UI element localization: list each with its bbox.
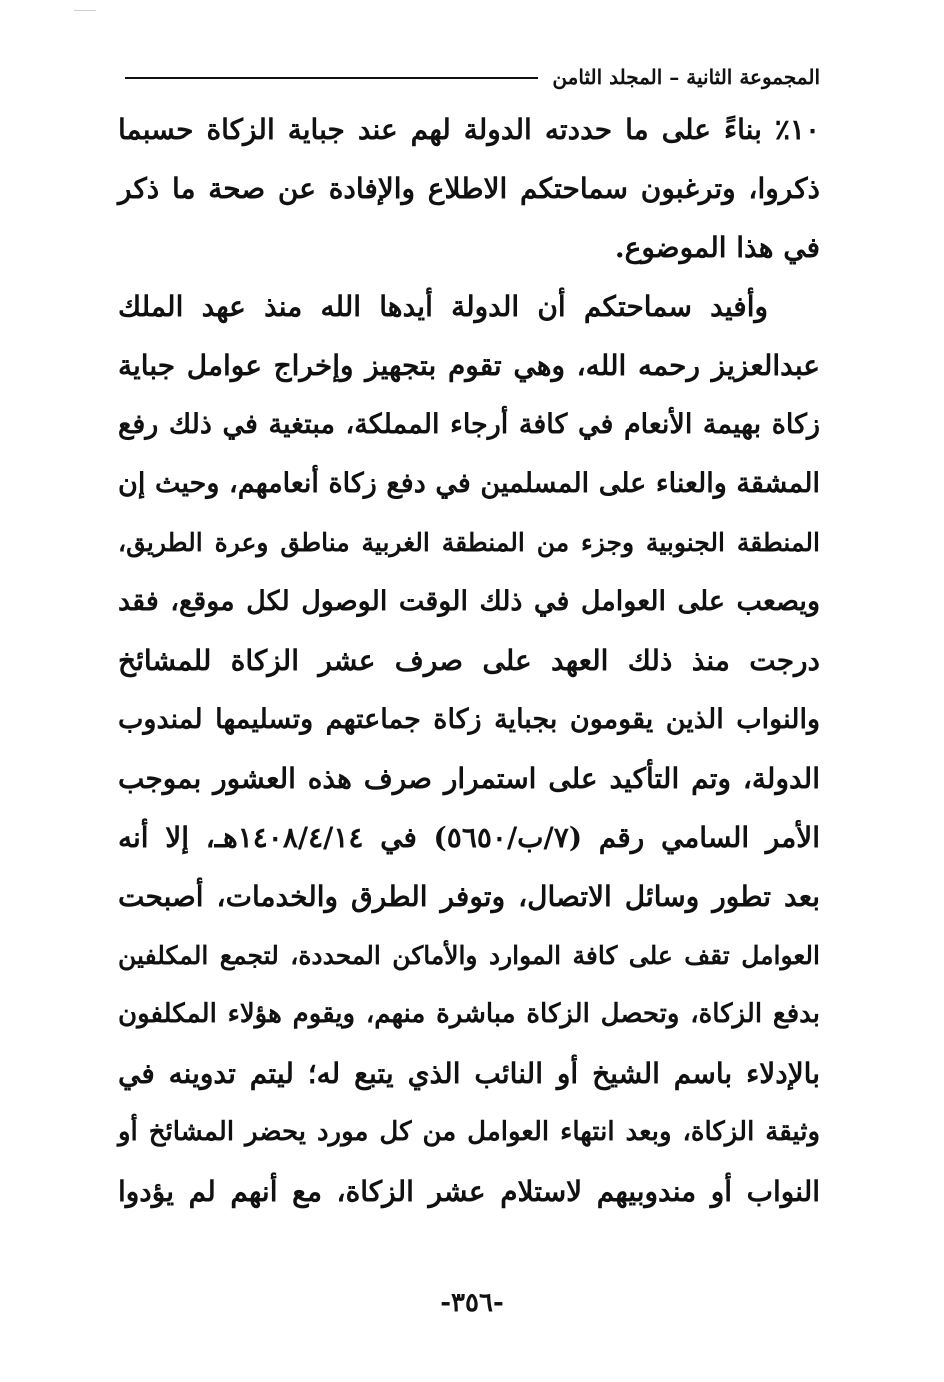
text-line: ويصعب على العوامل في ذلك الوقت الوصول لكل موقع، فقد bbox=[118, 586, 820, 617]
text-line: ١٠٪ بناءً على ما حددته الدولة لهم عند جباية الزكاة حسبما bbox=[118, 113, 820, 146]
scan-mark bbox=[74, 10, 96, 11]
body-text bbox=[118, 100, 820, 1221]
text-line: الأمر السامي رقم (٧/ب/٥٦٥٠) في ١٤٠٨/٤/١٤هـ، إلا أنه bbox=[118, 821, 821, 854]
text-line: وأفيد سماحتكم أن الدولة أيدها الله منذ عهد الملك bbox=[118, 290, 768, 323]
text-line: بدفع الزكاة، وتحصل الزكاة مباشرة منهم، ويقوم هؤلاء المكلفون bbox=[118, 999, 820, 1029]
paragraph bbox=[118, 100, 820, 277]
text-line: والنواب الذين يقومون بجباية زكاة جماعتهم وتسليمها لمندوب bbox=[118, 704, 820, 735]
text-line: العوامل تقف على كافة الموارد والأماكن المحددة، لتجمع المكلفين bbox=[118, 941, 820, 970]
text-line: عبدالعزيز رحمه الله، وهي تقوم بتجهيز وإخراج عوامل جباية bbox=[118, 349, 820, 382]
text-line: الدولة، وتم التأكيد على استمرار صرف هذه العشور بموجب bbox=[118, 762, 820, 795]
running-header bbox=[125, 62, 820, 92]
text-line: درجت منذ ذلك العهد على صرف عشر الزكاة للمشائخ bbox=[118, 644, 820, 677]
header-rule bbox=[125, 77, 538, 79]
text-line: زكاة بهيمة الأنعام في كافة أرجاء المملكة، مبتغية في ذلك رفع bbox=[118, 409, 820, 440]
text-line: ذكروا، وترغبون سماحتكم الاطلاع والإفادة عن صحة ما ذكر bbox=[118, 172, 820, 205]
text-line: وثيقة الزكاة، وبعد انتهاء العوامل من كل مورد يحضر المشائخ أو bbox=[118, 1117, 820, 1147]
text-line: في هذا الموضوع. bbox=[614, 231, 820, 264]
text-line: بالإدلاء باسم الشيخ أو النائب الذي يتبع له؛ ليتم تدوينه في bbox=[118, 1057, 820, 1090]
text-line: النواب أو مندوبيهم لاستلام عشر الزكاة، مع أنهم لم يؤدوا bbox=[118, 1175, 820, 1208]
text-line: المشقة والعناء على المسلمين في دفع زكاة أنعامهم، وحيث إن bbox=[118, 468, 820, 499]
text-line: المنطقة الجنوبية وجزء من المنطقة الغربية مناطق وعرة الطريق، bbox=[118, 528, 820, 557]
paragraph bbox=[118, 277, 820, 1221]
page-number: -٣٥٦- bbox=[440, 1288, 504, 1318]
text-line: بعد تطور وسائل الاتصال، وتوفر الطرق والخدمات، أصبحت bbox=[118, 880, 820, 913]
header-title: المجموعة الثانية – المجلد الثامن bbox=[552, 65, 820, 89]
